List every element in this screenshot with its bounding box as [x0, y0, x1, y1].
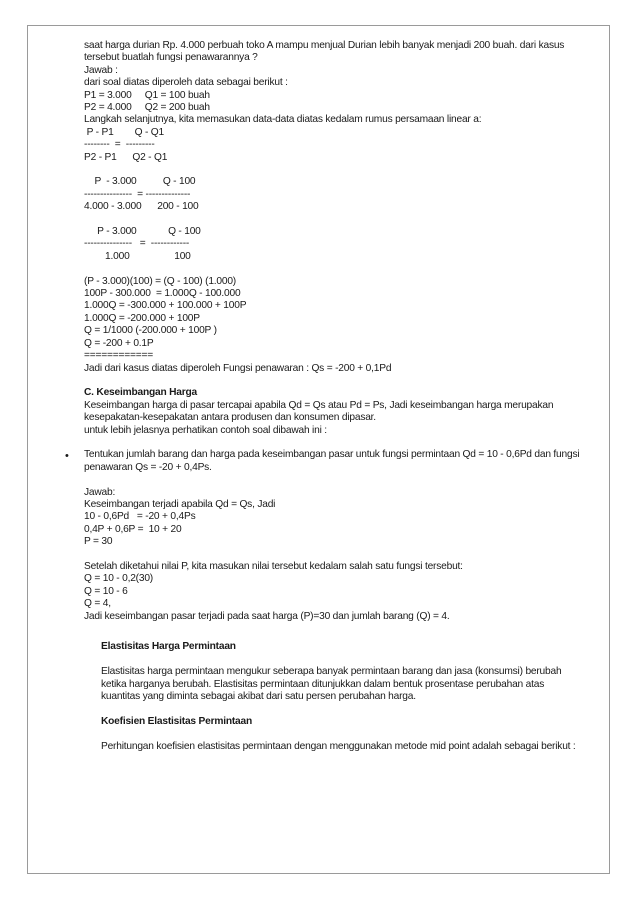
- followup-line: Setelah diketahui nilai P, kita masukan nilai tersebut kedalam salah satu fungsi tersebut:: [84, 560, 463, 572]
- coefficient-text: Perhitungan koefisien elastisitas permintaan dengan menggunakan metode mid point adalah sebagai berikut :: [101, 740, 576, 752]
- question-line: Tentukan jumlah barang dan harga pada keseimbangan pasar untuk fungsi permintaan Qd = 10 - 0,6Pd dan fungsi: [84, 449, 580, 461]
- solution-line: P1 = 3.000 Q1 = 100 buah: [84, 89, 210, 101]
- formula-line: --------------- = --------------: [84, 188, 191, 200]
- formula-line: -------- = ---------: [84, 139, 155, 151]
- paragraph-line: untuk lebih jelasnya perhatikan contoh soal dibawah ini :: [84, 424, 327, 436]
- paragraph-line: Keseimbangan harga di pasar tercapai apabila Qd = Qs atau Pd = Ps, Jadi keseimbangan harga merupakan: [84, 399, 554, 411]
- solution-line: Langkah selanjutnya, kita memasukan data-data diatas kedalam rumus persamaan linear a:: [84, 114, 482, 126]
- formula-line: P - P1 Q - Q1: [84, 126, 164, 138]
- formula-line: P2 - P1 Q2 - Q1: [84, 151, 168, 163]
- formula-line: 1.000 100: [84, 250, 191, 262]
- formula-line: 4.000 - 3.000 200 - 100: [84, 201, 199, 213]
- elasticity-paragraph-line: kuantitas yang diminta sebagai akibat dari satu persen perubahan harga.: [101, 690, 416, 702]
- answer-line: 0,4P + 0,6P = 10 + 20: [84, 523, 182, 535]
- followup-line: Q = 4,: [84, 598, 111, 610]
- formula-line: --------------- = ------------: [84, 238, 190, 250]
- elasticity-heading: Elastisitas Harga Permintaan: [101, 641, 236, 653]
- answer-line: Jawab:: [84, 486, 116, 498]
- answer-line: 10 - 0,6Pd = -20 + 0,4Ps: [84, 511, 196, 523]
- answer-line: Keseimbangan terjadi apabila Qd = Qs, Jadi: [84, 498, 276, 510]
- equation-line: Q = 1/1000 (-200.000 + 100P ): [84, 325, 217, 337]
- elasticity-paragraph-line: Elastisitas harga permintaan mengukur seberapa banyak permintaan barang dan jasa (konsumsi) berubah: [101, 666, 562, 678]
- problem-intro-line: tersebut buatlah fungsi penawarannya ?: [84, 52, 258, 64]
- formula-line: P - 3.000 Q - 100: [84, 226, 201, 238]
- section-heading: C. Keseimbangan Harga: [84, 387, 197, 399]
- solution-line: Jawab :: [84, 64, 118, 76]
- solution-line: dari soal diatas diperoleh data sebagai berikut :: [84, 77, 288, 89]
- followup-line: Q = 10 - 0,2(30): [84, 573, 153, 585]
- answer-line: P = 30: [84, 536, 113, 548]
- bullet-item: [65, 449, 589, 474]
- equation-line: 1.000Q = -200.000 + 100P: [84, 312, 200, 324]
- equation-line: 100P - 300.000 = 1.000Q - 100.000: [84, 288, 241, 300]
- elasticity-paragraph-line: ketika harganya berubah. Elastisitas permintaan ditunjukkan dalam bentuk prosentase perubahan atas: [101, 678, 545, 690]
- divider-line: ============: [84, 350, 153, 362]
- paragraph-line: kesepakatan-kesepakatan antara produsen dan konsumen dipasar.: [84, 412, 376, 424]
- followup-line: Jadi keseimbangan pasar terjadi pada saat harga (P)=30 dan jumlah barang (Q) = 4.: [84, 610, 450, 622]
- equation-line: (P - 3.000)(100) = (Q - 100) (1.000): [84, 275, 237, 287]
- formula-line: P - 3.000 Q - 100: [84, 176, 196, 188]
- question-line: penawaran Qs = -20 + 0,4Ps.: [84, 461, 212, 473]
- followup-line: Q = 10 - 6: [84, 585, 128, 597]
- coefficient-heading: Koefisien Elastisitas Permintaan: [101, 715, 252, 727]
- document-content: [65, 40, 589, 753]
- problem-intro-line: saat harga durian Rp. 4.000 perbuah toko A mampu menjual Durian lebih banyak menjadi 200 buah. dari kasus: [84, 40, 565, 51]
- equation-line: 1.000Q = -300.000 + 100.000 + 100P: [84, 300, 247, 312]
- solution-line: P2 = 4.000 Q2 = 200 buah: [84, 102, 210, 114]
- conclusion-line: Jadi dari kasus diatas diperoleh Fungsi penawaran : Qs = -200 + 0,1Pd: [84, 362, 392, 374]
- equation-line: Q = -200 + 0.1P: [84, 337, 154, 349]
- bullet-icon: •: [65, 450, 69, 463]
